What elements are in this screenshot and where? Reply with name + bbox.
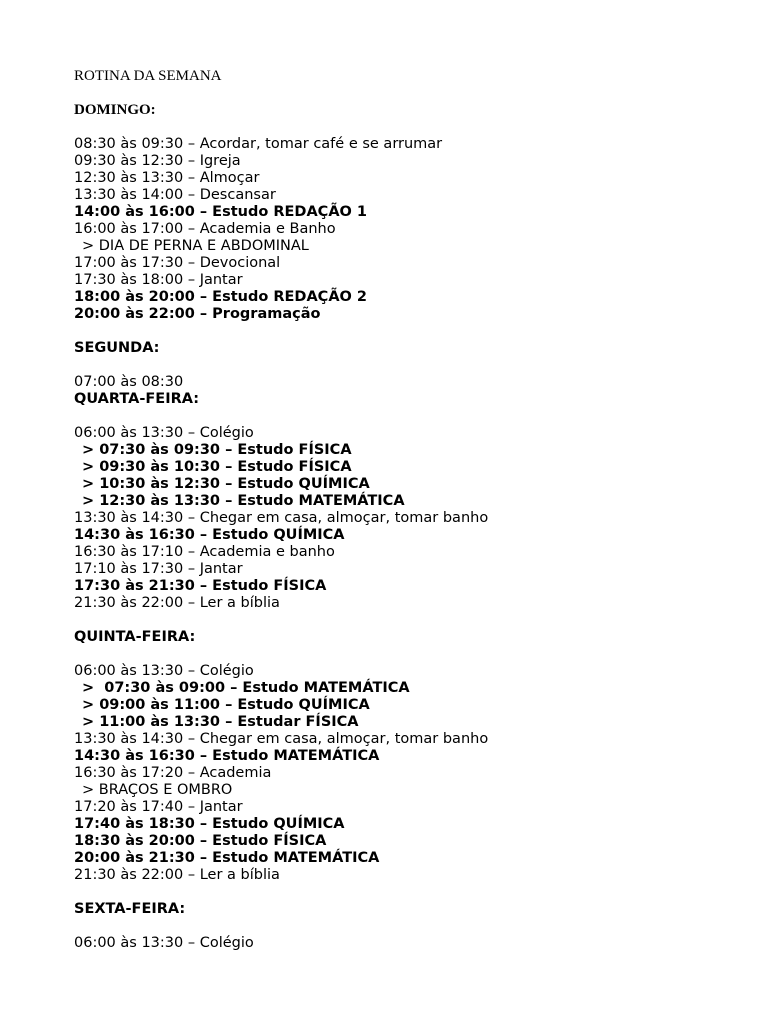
schedule-line: 13:30 às 14:30 – Chegar em casa, almoçar, tomar banho	[74, 731, 489, 747]
schedule-line-study: 14:30 às 16:30 – Estudo MATEMÁTICA	[74, 748, 380, 764]
schedule-line-study: 18:00 às 20:00 – Estudo REDAÇÃO 2	[74, 289, 368, 305]
schedule-line: 16:30 às 17:20 – Academia	[74, 765, 272, 781]
schedule-line: 06:00 às 13:30 – Colégio	[74, 663, 254, 679]
schedule-subline: > DIA DE PERNA E ABDOMINAL	[82, 238, 309, 254]
day-heading-segunda: SEGUNDA:	[74, 340, 160, 356]
schedule-line-study: 17:30 às 21:30 – Estudo FÍSICA	[74, 578, 327, 594]
schedule-subline-study: > 12:30 às 13:30 – Estudo MATEMÁTICA	[82, 493, 405, 509]
schedule-line: 08:30 às 09:30 – Acordar, tomar café e se arrumar	[74, 136, 443, 152]
day-heading-quarta: QUARTA-FEIRA:	[74, 391, 200, 407]
schedule-line: 13:30 às 14:00 – Descansar	[74, 187, 276, 203]
schedule-line: 06:00 às 13:30 – Colégio	[74, 935, 254, 951]
schedule-line-study: 17:40 às 18:30 – Estudo QUÍMICA	[74, 816, 345, 832]
day-heading-sexta: SEXTA-FEIRA:	[74, 901, 186, 917]
schedule-line-study: 20:00 às 22:00 – Programação	[74, 306, 321, 322]
day-heading-domingo: DOMINGO:	[74, 102, 156, 118]
schedule-line: 17:00 às 17:30 – Devocional	[74, 255, 281, 271]
document-title: ROTINA DA SEMANA	[74, 68, 222, 84]
schedule-subline-study: > 09:30 às 10:30 – Estudo FÍSICA	[82, 459, 352, 475]
document-body	[74, 68, 754, 952]
schedule-line: 06:00 às 13:30 – Colégio	[74, 425, 254, 441]
schedule-line: 17:30 às 18:00 – Jantar	[74, 272, 243, 288]
schedule-line: 13:30 às 14:30 – Chegar em casa, almoçar, tomar banho	[74, 510, 489, 526]
schedule-subline-study: > 10:30 às 12:30 – Estudo QUÍMICA	[82, 476, 370, 492]
schedule-line: 21:30 às 22:00 – Ler a bíblia	[74, 595, 280, 611]
schedule-line: 12:30 às 13:30 – Almoçar	[74, 170, 260, 186]
schedule-subline-study: > 11:00 às 13:30 – Estudar FÍSICA	[82, 714, 359, 730]
schedule-line-study: 14:30 às 16:30 – Estudo QUÍMICA	[74, 527, 345, 543]
schedule-subline-study: > 07:30 às 09:00 – Estudo MATEMÁTICA	[82, 680, 410, 696]
schedule-line: 09:30 às 12:30 – Igreja	[74, 153, 241, 169]
day-heading-quinta: QUINTA-FEIRA:	[74, 629, 196, 645]
schedule-line: 16:30 às 17:10 – Academia e banho	[74, 544, 335, 560]
schedule-subline-study: > 07:30 às 09:30 – Estudo FÍSICA	[82, 442, 352, 458]
schedule-line: 21:30 às 22:00 – Ler a bíblia	[74, 867, 280, 883]
schedule-line-study: 20:00 às 21:30 – Estudo MATEMÁTICA	[74, 850, 380, 866]
schedule-subline: > BRAÇOS E OMBRO	[82, 782, 233, 798]
schedule-line: 07:00 às 08:30	[74, 374, 184, 390]
schedule-subline-study: > 09:00 às 11:00 – Estudo QUÍMICA	[82, 697, 370, 713]
schedule-line-study: 14:00 às 16:00 – Estudo REDAÇÃO 1	[74, 204, 368, 220]
schedule-line-study: 18:30 às 20:00 – Estudo FÍSICA	[74, 833, 327, 849]
schedule-line: 17:10 às 17:30 – Jantar	[74, 561, 243, 577]
schedule-line: 17:20 às 17:40 – Jantar	[74, 799, 243, 815]
schedule-line: 16:00 às 17:00 – Academia e Banho	[74, 221, 336, 237]
